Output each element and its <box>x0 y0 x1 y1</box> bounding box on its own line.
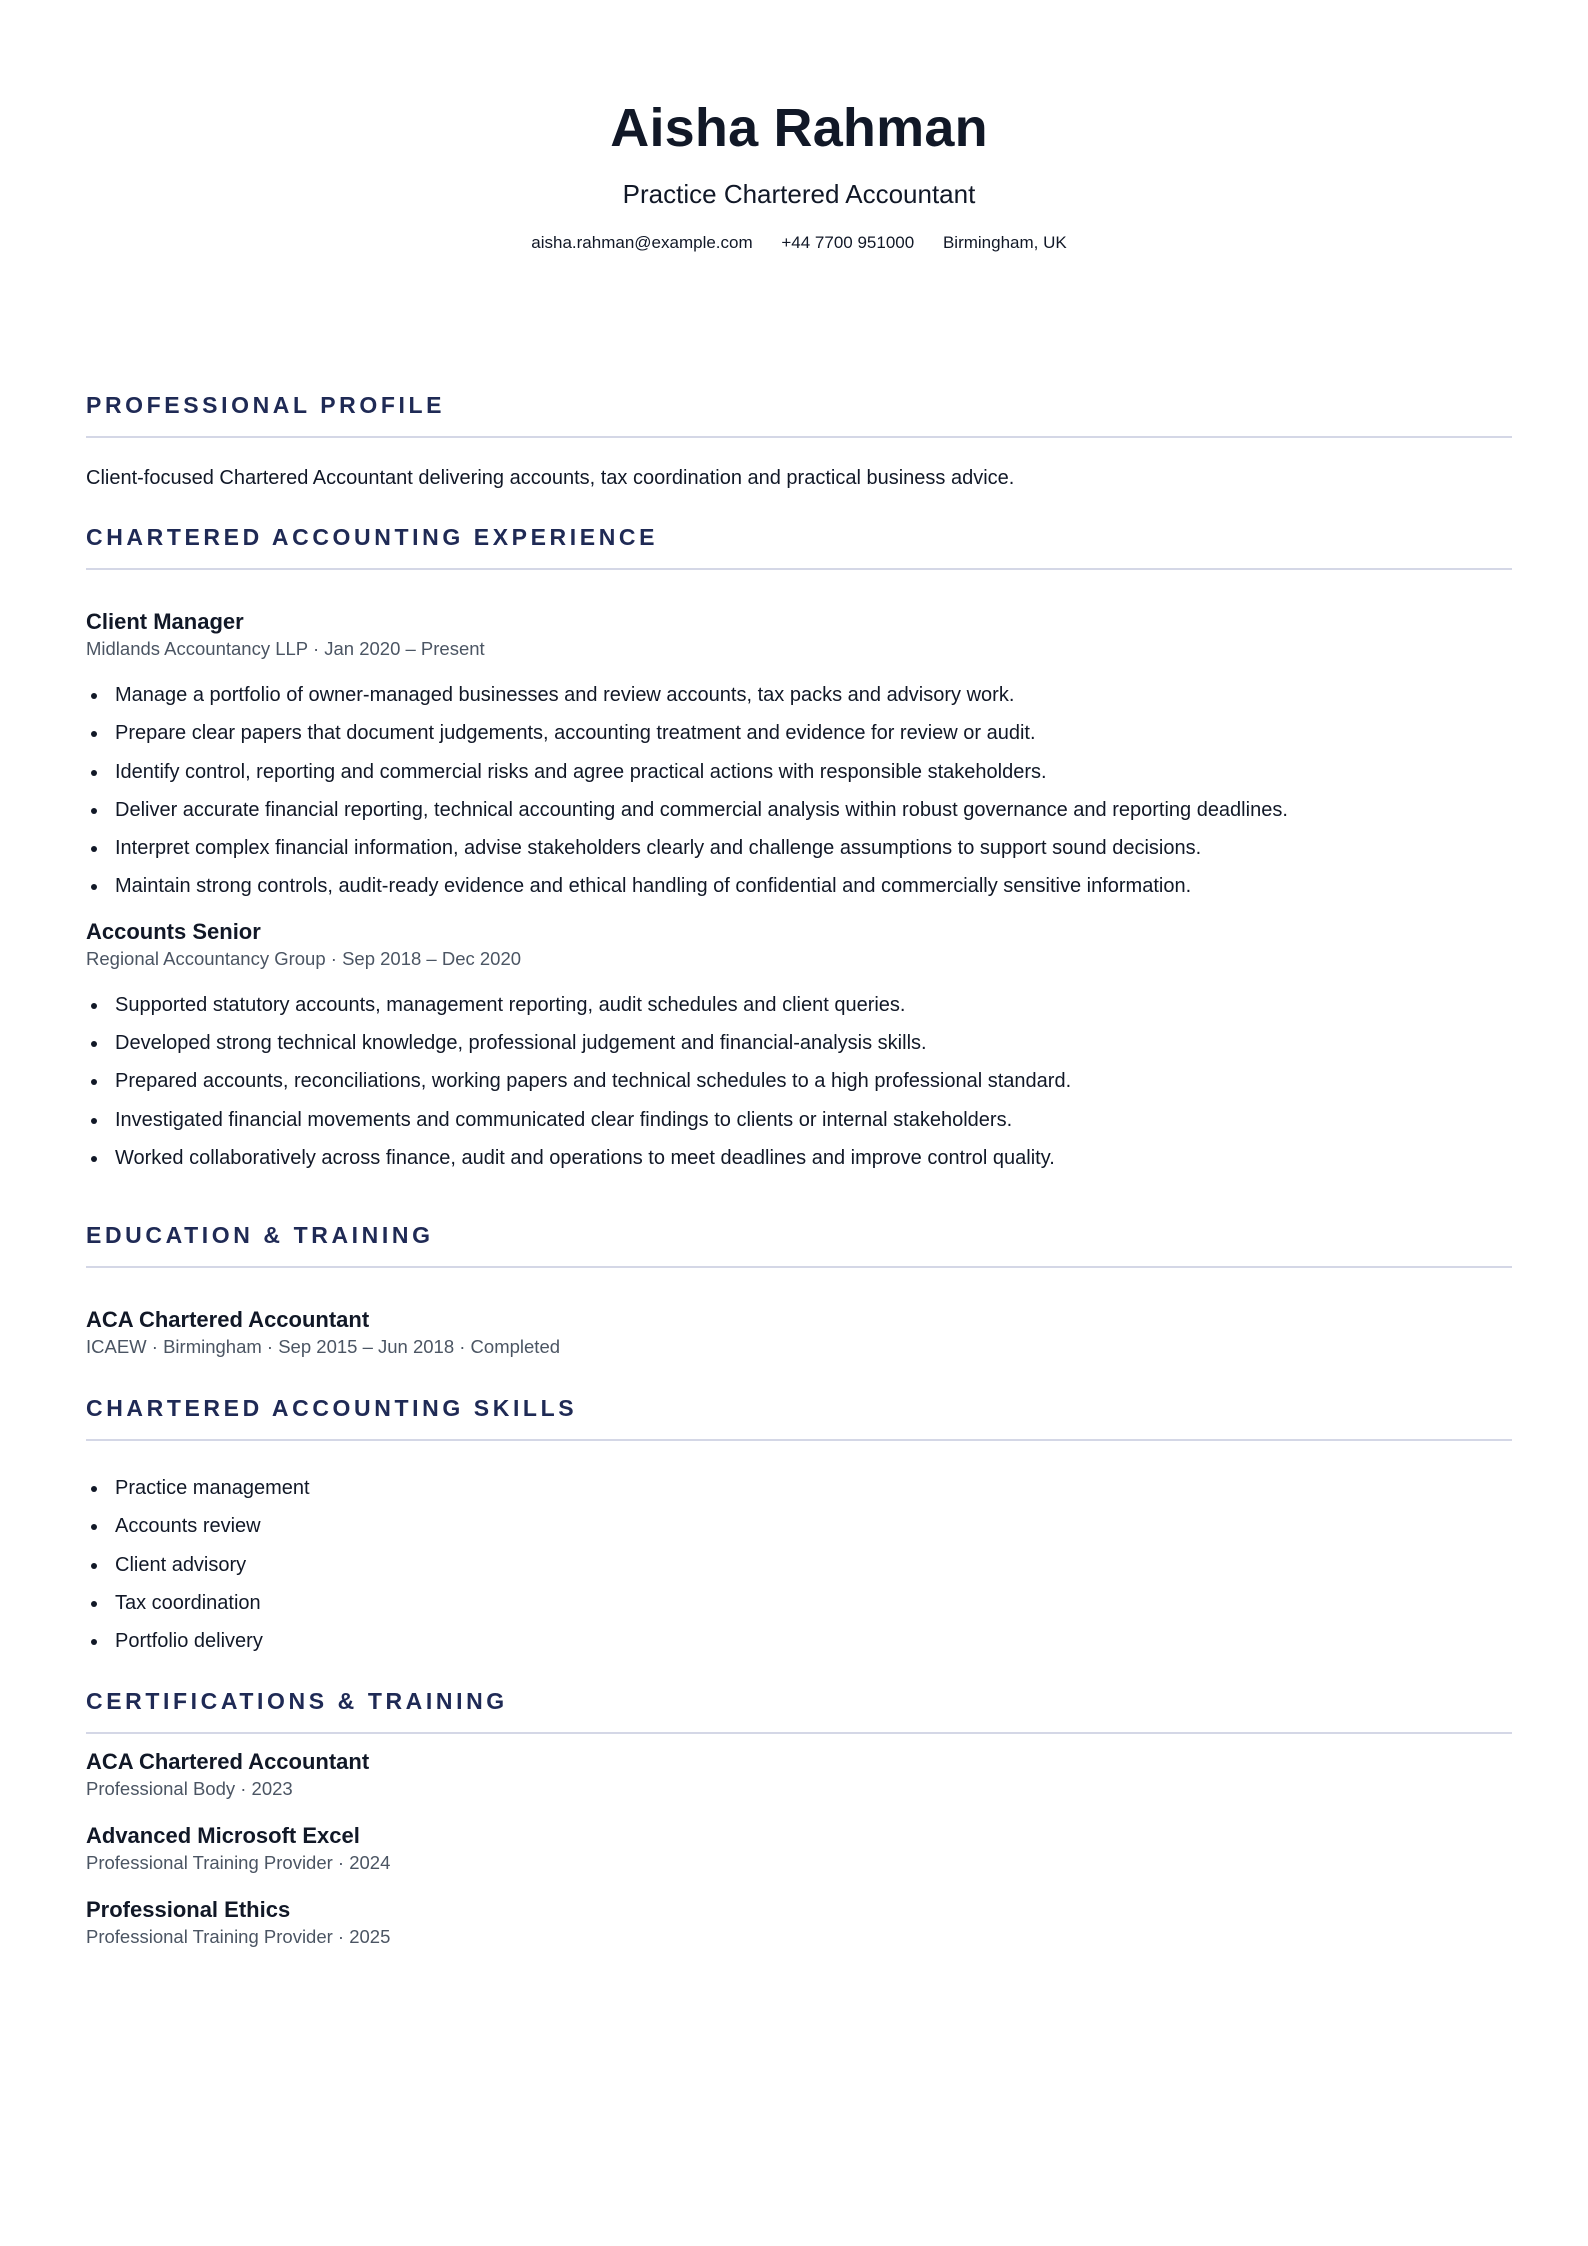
section-heading: CERTIFICATIONS & TRAINING <box>86 1688 508 1714</box>
certification-meta: Professional Body · 2023 <box>86 1778 293 1799</box>
certification-entry <box>86 1822 1512 1876</box>
job-title: Accounts Senior <box>86 918 261 944</box>
list-item: Prepare clear papers that document judgements, accounting treatment and evidence for review or audit. <box>86 714 1512 752</box>
certification-entry <box>86 1896 1512 1950</box>
section-heading: CHARTERED ACCOUNTING EXPERIENCE <box>86 524 659 550</box>
certification-title: Professional Ethics <box>86 1897 291 1922</box>
section-heading: PROFESSIONAL PROFILE <box>86 392 446 418</box>
list-item: Practice management <box>86 1469 1512 1507</box>
list-item: Interpret complex financial information, advise stakeholders clearly and challenge assumptions to support sound decisions. <box>86 829 1512 867</box>
certification-meta: Professional Training Provider · 2024 <box>86 1852 391 1873</box>
job-entry <box>86 608 1512 906</box>
resume-page <box>86 0 1512 1947</box>
section-divider <box>86 1732 1512 1734</box>
section-education <box>86 1220 1512 1360</box>
job-meta: Regional Accountancy Group · Sep 2018 – Dec 2020 <box>86 947 522 969</box>
section-heading: CHARTERED ACCOUNTING SKILLS <box>86 1395 578 1421</box>
education-meta: ICAEW · Birmingham · Sep 2015 – Jun 2018 · Completed <box>86 1336 561 1357</box>
contact-location: Birmingham, UK <box>942 233 1067 252</box>
job-bullets <box>86 986 1512 1177</box>
list-item: Tax coordination <box>86 1584 1512 1622</box>
certification-entry <box>86 1748 1512 1802</box>
certification-title: ACA Chartered Accountant <box>86 1749 370 1774</box>
contact-phone: +44 7700 951000 <box>781 233 915 252</box>
certification-title: Advanced Microsoft Excel <box>86 1823 360 1848</box>
list-item: Deliver accurate financial reporting, technical accounting and commercial analysis within robust governance and reporting deadlines. <box>86 791 1512 829</box>
section-heading: EDUCATION & TRAINING <box>86 1222 434 1248</box>
list-item: Identify control, reporting and commercial risks and agree practical actions with responsible stakeholders. <box>86 753 1512 791</box>
section-profile <box>86 390 1512 492</box>
candidate-name: Aisha Rahman <box>610 98 988 158</box>
job-entry <box>86 918 1512 1177</box>
contact-line <box>86 232 1512 254</box>
job-meta: Midlands Accountancy LLP · Jan 2020 – Present <box>86 638 485 659</box>
education-entry <box>86 1306 1512 1360</box>
section-divider <box>86 568 1512 570</box>
list-item: Developed strong technical knowledge, professional judgement and financial-analysis skills. <box>86 1024 1512 1062</box>
job-bullets <box>86 676 1512 906</box>
list-item: Prepared accounts, reconciliations, working papers and technical schedules to a high professional standard. <box>86 1062 1512 1100</box>
section-divider <box>86 1439 1512 1441</box>
list-item: Supported statutory accounts, management reporting, audit schedules and client queries. <box>86 986 1512 1024</box>
job-title: Client Manager <box>86 609 244 634</box>
education-title: ACA Chartered Accountant <box>86 1307 370 1332</box>
section-skills <box>86 1393 1512 1660</box>
section-divider <box>86 1266 1512 1268</box>
contact-email: aisha.rahman@example.com <box>531 233 753 252</box>
list-item: Client advisory <box>86 1546 1512 1584</box>
list-item: Worked collaboratively across finance, audit and operations to meet deadlines and improve control quality. <box>86 1139 1512 1177</box>
section-certifications <box>86 1686 1512 1950</box>
section-experience <box>86 522 1512 1177</box>
list-item: Manage a portfolio of owner-managed businesses and review accounts, tax packs and advisory work. <box>86 676 1512 714</box>
profile-summary: Client-focused Chartered Accountant delivering accounts, tax coordination and practical business advice. <box>86 467 1015 489</box>
skills-list <box>86 1469 1512 1660</box>
section-divider <box>86 436 1512 438</box>
list-item: Investigated financial movements and communicated clear findings to clients or internal stakeholders. <box>86 1101 1512 1139</box>
resume-header <box>86 0 1512 254</box>
list-item: Maintain strong controls, audit-ready evidence and ethical handling of confidential and commercially sensitive information. <box>86 867 1512 905</box>
candidate-title: Practice Chartered Accountant <box>622 179 976 209</box>
list-item: Portfolio delivery <box>86 1622 1512 1660</box>
certification-meta: Professional Training Provider · 2025 <box>86 1926 391 1947</box>
list-item: Accounts review <box>86 1507 1512 1545</box>
